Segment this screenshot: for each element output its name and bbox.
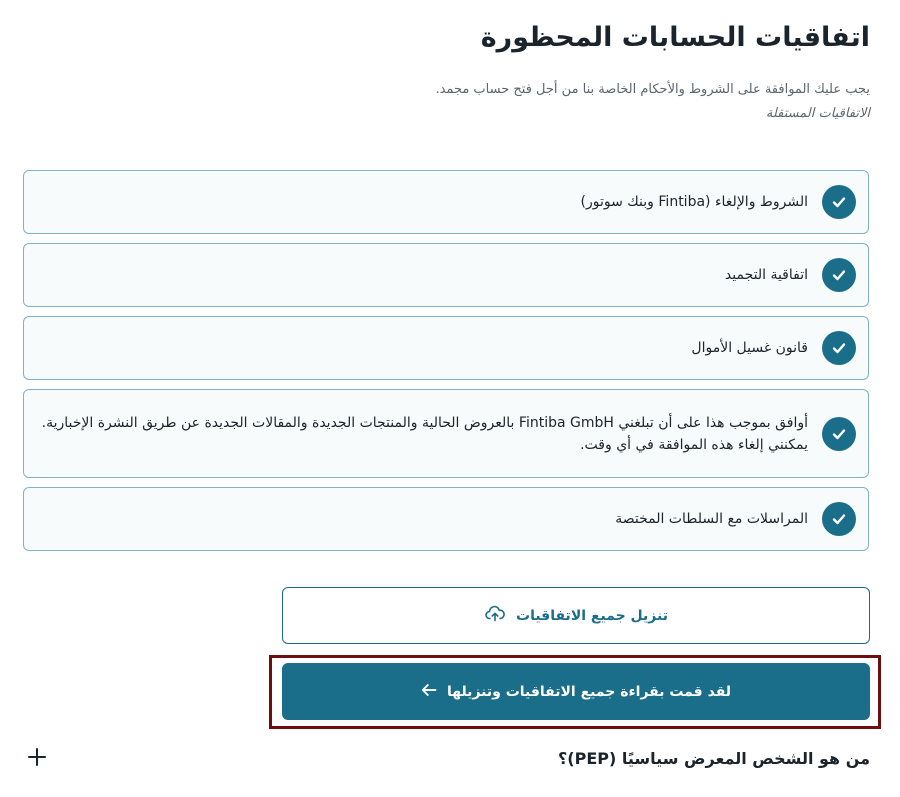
agreement-label: المراسلات مع السلطات المختصة	[615, 511, 808, 527]
section-label: الاتفاقيات المستقلة	[765, 106, 870, 121]
agreement-label: قانون غسيل الأموال	[691, 340, 808, 356]
faq-pep-question[interactable]: من هو الشخص المعرض سياسيًا (PEP)؟	[558, 749, 870, 768]
plus-icon[interactable]	[26, 746, 48, 768]
check-icon[interactable]	[822, 502, 856, 536]
agreement-authority-correspondence[interactable]	[23, 487, 869, 551]
check-icon[interactable]	[822, 417, 856, 451]
agreement-terms-cancellation[interactable]	[23, 170, 869, 234]
agreement-money-laundering[interactable]	[23, 316, 869, 380]
agreement-label: الشروط والإلغاء (Fintiba وبنك سوتور)	[580, 194, 808, 210]
check-icon[interactable]	[822, 185, 856, 219]
confirm-label: لقد قمت بقراءة جميع الاتفاقيات وتنزيلها	[446, 683, 732, 700]
page-title: اتفاقيات الحسابات المحظورة	[480, 22, 870, 53]
check-icon[interactable]	[822, 331, 856, 365]
download-all-agreements-button[interactable]	[282, 587, 870, 644]
agreement-freeze[interactable]	[23, 243, 869, 307]
page-subtitle: يجب عليك الموافقة على الشروط والأحكام الخاصة بنا من أجل فتح حساب مجمد.	[435, 82, 870, 97]
upload-icon	[484, 603, 506, 629]
agreement-newsletter-consent[interactable]	[23, 389, 869, 478]
check-icon[interactable]	[822, 258, 856, 292]
agreement-label: أوافق بموجب هذا على أن تبلغني Fintiba GmbH بالعروض الحالية والمنتجات الجديدة والمقالات الجديدة عن طريق النشرة الإخبارية. يمكنني إلغاء هذه الموافقة في أي وقت.	[41, 414, 808, 453]
arrow-left-icon	[421, 683, 437, 701]
download-all-agreements-label: تنزيل جميع الاتفاقيات	[516, 607, 668, 624]
confirm-read-and-downloaded-button[interactable]	[282, 663, 870, 720]
agreement-label: اتفاقية التجميد	[724, 267, 808, 283]
